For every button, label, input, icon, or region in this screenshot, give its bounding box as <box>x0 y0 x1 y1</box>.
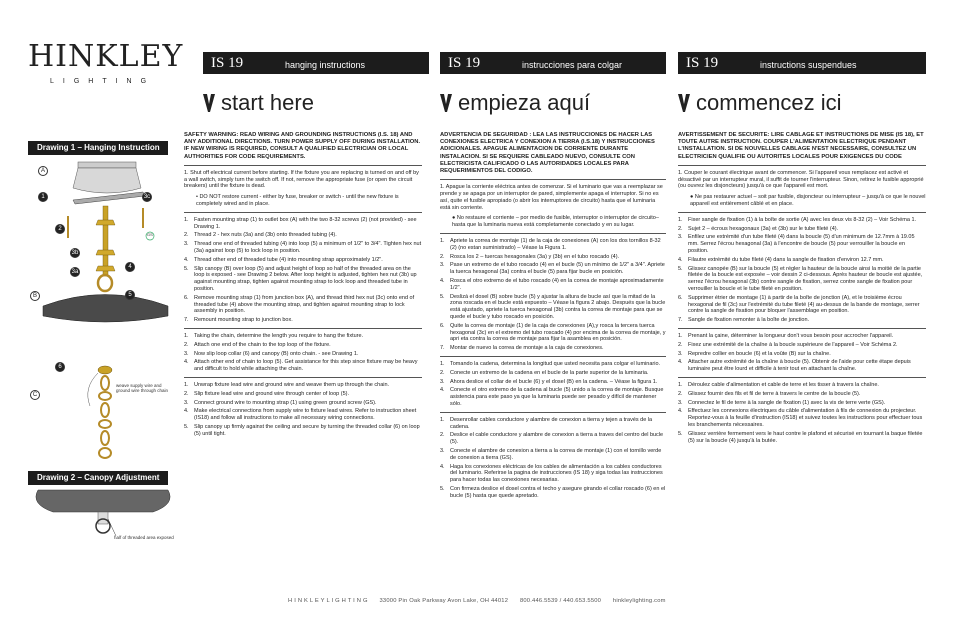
list-item <box>184 391 422 398</box>
step-text: Fixez une extrémité de la chaîne à la boucle supérieure de l'appareil – Voir Schéma 2. <box>688 341 898 348</box>
step-text: Attach other end of chain to loop (5). Get assistance for this step since fixture may be heavy and difficult to hold while attaching the chain. <box>194 359 418 373</box>
list-item <box>440 238 666 252</box>
step-number: 6. <box>678 294 683 301</box>
drawing-1-title: Drawing 1 – Hanging Instruction <box>28 141 168 155</box>
chain-steps <box>678 333 926 373</box>
step-number: 3. <box>678 234 683 241</box>
bullet-note: ● Ne pas restaurer actuel – soit par fusible, disjoncteur ou interrupteur – jusqu'à ce que le nouvel appareil est entièrement câblé et en place. <box>690 194 926 207</box>
list-item <box>440 486 666 500</box>
step-number: 4. <box>184 408 189 415</box>
step-text: Repredre collier en boucle (6) et la voûte (B) sur la chaîne. <box>688 350 831 357</box>
step-number: 3. <box>440 262 445 269</box>
step-number: 3. <box>440 378 445 385</box>
step-text: Montar de nuevo la correa de montaje a la caja de conexiones. <box>450 345 604 352</box>
step-number: 4. <box>440 463 445 470</box>
list-item <box>440 278 666 292</box>
step-text: Remove mounting strap (1) from junction box (A), and thread third hex nut (3c) onto end of threaded tube (4) above the mounting strap, and tighten against mounting strap to lock assembly in position. <box>194 294 415 315</box>
step-number: 1. <box>184 332 189 339</box>
step-power: 1. Couper le courant électrique avant de commencer. Si l'appareil vous remplacez est activé et désactivé par un interrupteur mural, il suffit de tourner l'interrupteur. Sinon, retirez le fusible approprié (ou ouvrez les disjoncteurs) jusqu'à ce que l'appareil est mort. <box>678 169 924 190</box>
step-text: Attacher autre extrémité de la chaîne à boucle (5). Obtenir de l'aide pour cette étape depuis luminaire peut être lourd et difficile à tenir tout en attachant la chaîne. <box>688 359 911 373</box>
list-item <box>678 342 926 349</box>
step-number: 1. <box>678 381 683 388</box>
step-text: Deslizá el dosel (B) sobre bucle (5) y ajustar la altura de bucle así que la mitad de la zona roscada en el bucle está expuesto – Véase la figura 2 abajo. Después que la bucle está ajustado, apriete la tuerca hexagonal (3b) contra la correa de montaje para que se quede el bucle y tubo roscado en posición. <box>450 293 666 320</box>
step-text: Apriete la correa de montaje (1) de la caja de conexiones (A) con los dos tornillos 8-32 (2) (no estan suministrado) – Véase la Figura 1. <box>450 238 661 251</box>
list-item <box>678 333 926 340</box>
step-number: 2. <box>184 341 189 348</box>
list-item <box>440 379 666 386</box>
canopy-note: half of threaded area exposed <box>114 535 174 540</box>
step-number: 2. <box>184 232 189 239</box>
footer-brand: H I N K L E Y L I G H T I N G <box>288 598 368 604</box>
list-item <box>440 417 666 431</box>
step-number: 4. <box>184 256 189 263</box>
callout-1: 1 <box>38 192 48 202</box>
step-power: 1. Apague la corriente eléctrica antes de comenzar. Si el luminario que vas a reemplazar se prende y se apaga por un interruptor de pared, simplemente apaga el interruptor. Si no es así, quite el fusible apropiado (o abrir los interruptores de circuito) hasta que el luminaria está sin corriente. <box>440 184 663 211</box>
step-number: 1. <box>678 216 683 223</box>
step-number: 3. <box>678 350 683 357</box>
step-text: Slip canopy up firmly against the ceiling and secure by turning the threaded collar (6) on loop (5) until tight. <box>194 423 420 437</box>
wire-steps <box>440 417 666 500</box>
chain-steps <box>440 361 666 408</box>
footer <box>288 598 676 604</box>
callout-A: A <box>38 166 48 176</box>
step-text: Enfilez une extrémité d'un tube fileté (4) dans la boucle (5) d'un minimum de 12.7mm à 19.05 mm. Serrez l'écrou hexagonal (3a) à l'encontre de boucle (5) pour verrouiller la boucle en position. <box>688 234 915 254</box>
callout-3c: 3c <box>143 194 151 200</box>
column-es <box>440 124 666 502</box>
list-item <box>440 254 666 261</box>
step-text: Filautre extrémité du tube fileté (4) dans la sangle de fixation d'environ 12.7 mm. <box>688 256 884 263</box>
list-item <box>678 295 926 315</box>
step-number: 1. <box>184 216 189 223</box>
wire-steps <box>678 382 926 444</box>
step-number: 4. <box>440 387 445 394</box>
list-item <box>184 266 422 293</box>
step-number: 1. <box>440 360 445 367</box>
list-item <box>678 382 926 389</box>
chevron-down-icon <box>678 94 690 112</box>
step-number: 4. <box>678 408 683 415</box>
step-text: Quite la correa de montaje (1) de la caja de conexiones (A),y rosca la tercera tuerca hexagonal (3c) en el extremo del tubo roscado (4) por encima de la correa de montaje, y apri eta contra la correa de montaje para fijar la asamblea en posición. <box>450 322 666 343</box>
step-number: 7. <box>678 317 683 324</box>
step-text: Thread 2 - hex nuts (3a) and (3b) onto threaded tubing (4). <box>194 232 337 239</box>
step-text: Glissez canopée (B) sur la boucle (5) et régler la hauteur de la boucle ainsi la moitié de la partie filetée de la boucle est exposée – voir dessin 2 ci-dessous. Après hauteur de boucle est ajustée, serrez l'écrou hexagonal (3b) contre sangle de fixation, serrez contre sangle de fixation pour verrouiller la boucle et le tube fileté en position. <box>688 265 923 292</box>
step-number: 7. <box>184 317 189 324</box>
heading-text: start here <box>221 90 314 115</box>
header-bar-fr <box>678 52 926 74</box>
step-text: Fixer sangle de fixation (1) à la boîte de sortie (A) avec les deux vis 8-32 (2) – Voir Schéma 1. <box>688 216 917 223</box>
step-number: 5. <box>440 485 445 492</box>
step-text: Ahora deslice el collar de el bucle (6) y el dosel (B) en la cadena. – Véase la figura 1. <box>450 378 658 385</box>
column-fr <box>678 124 926 446</box>
footer-address: 33000 Pin Oak Parkway Avon Lake, OH 44012 <box>379 598 509 604</box>
step-number: 5. <box>184 423 189 430</box>
step-number: 2. <box>678 225 683 232</box>
step-text: Con firmeza deslice el dosel contra el techo y asegure girando el collar roscado (6) en el bucle (5) hasta que quede apretado. <box>450 485 666 499</box>
step-number: 2. <box>678 341 683 348</box>
doc-code: IS 19 <box>448 54 481 71</box>
list-item <box>184 342 422 349</box>
list-item <box>440 387 666 407</box>
list-item <box>678 266 926 293</box>
callout-B: B <box>30 291 40 301</box>
step-text: Connect ground wire to mounting strap (1) using green ground screw (GS). <box>194 399 377 406</box>
list-item <box>440 370 666 377</box>
callout-C: C <box>30 390 40 400</box>
callout-6: 6 <box>55 362 65 372</box>
list-item <box>440 432 666 446</box>
heading-text: empieza aquí <box>458 90 591 115</box>
logo-wordmark: HINKLEY <box>28 39 184 74</box>
list-item <box>678 391 926 398</box>
list-item <box>440 323 666 343</box>
step-text: Attach one end of the chain to the top loop of the fixture. <box>194 341 331 348</box>
list-item <box>678 217 926 224</box>
list-item <box>440 361 666 368</box>
callout-5: 5 <box>125 290 135 300</box>
footer-phone: 800.446.5539 / 440.653.5500 <box>519 598 602 604</box>
step-text: Haga los conexiones eléctricas de los cables de alimentación a los cables conductores del luminario. Referirse la pagina de instrucciones (IS 18) y siga todas las instrucciones para hacer todas las conexiones necesarias. <box>450 463 663 484</box>
list-item <box>678 359 926 373</box>
heading-en <box>203 90 314 116</box>
header-title: hanging instructions <box>285 60 366 70</box>
step-number: 2. <box>440 253 445 260</box>
step-number: 3. <box>440 447 445 454</box>
step-number: 6. <box>440 322 445 329</box>
step-number: 3. <box>184 399 189 406</box>
list-item <box>184 232 422 239</box>
list-item <box>678 408 926 428</box>
step-number: 1. <box>678 332 683 339</box>
step-number: 4. <box>678 359 683 366</box>
step-text: Pase un extremo de el tubo roscado (4) en el bucle (5) un mínimo de 1/2" a 3/4". Apriete la tuerca hexagonal (3a) contra el bucle (5) para fijar bucle en posición. <box>450 262 665 276</box>
step-text: Connectez le fil de terre à la sangle de fixation (1) avec la vis de terre verte (GS). <box>688 399 886 406</box>
header-title: instructions suspendues <box>760 60 857 70</box>
steps-list <box>184 217 422 324</box>
step-number: 2. <box>184 390 189 397</box>
list-item <box>678 317 926 324</box>
step-text: Glissez verrière fermement vers le haut contre le plafond et sécurisé en tournant la baque filetée (5) sur la boucle (4) jusqu'à la butée. <box>688 430 923 444</box>
chain-steps <box>184 333 422 373</box>
doc-code: IS 19 <box>211 54 244 71</box>
list-item <box>184 217 422 231</box>
step-text: Rosca el otro extremo de el tubo roscado (4) en la correa de montaje aproximadamente 1/2". <box>450 277 664 291</box>
step-text: Déroulez cable d'alimentation et cable de terre et les tisser à travers la chaîne. <box>688 381 879 388</box>
list-item <box>184 400 422 407</box>
step-text: Sujet 2 – écrous hexagonaux (3a) et (3b) sur le tube fileté (4). <box>688 225 839 232</box>
step-text: Prenant la çaine, déterminer la longueur don't vous besoin pour accrocher l'appareil. <box>688 332 894 339</box>
step-text: Rosca los 2 – tuercas hexagonales (3a) y (3b) en el tubo roscado (4). <box>450 253 620 260</box>
step-text: Tomando la cadena, determina la longitud que usted necesita para colgar el luminario. <box>450 360 661 367</box>
wire-note: weave supply wire and ground wire through chain <box>116 383 169 393</box>
list-item <box>184 241 422 255</box>
chevron-down-icon <box>203 94 215 112</box>
wire-steps <box>184 382 422 438</box>
list-item <box>184 333 422 340</box>
safety-warning: SAFETY WARNING: READ WIRING AND GROUNDING INSTRUCTIONS (I.S. 18) AND ANY ADDITIONAL DIRECTIONS. TURN POWER SUPPLY OFF DURING INSTALLATION. IF NEW WIRING IS REQUIRED, CONSULT A QUALIFIED ELECTRICIAN OR LOCAL AUTHORITIES FOR CODE REQUIREMENTS. <box>184 132 421 160</box>
step-text: Taking the chain, determine the length you require to hang the fixture. <box>194 332 364 339</box>
list-item <box>440 294 666 321</box>
step-text: Slip fixture lead wire and ground wire through center of loop (5). <box>194 390 350 397</box>
step-number: 3. <box>184 241 189 248</box>
steps-list <box>678 217 926 324</box>
step-text: Slip canopy (B) over loop (5) and adjust height of loop so half of the threaded area on the loop is exposed - see Drawing 2 below. After loop height is adjusted, tighten hex nut (3b) up against mounting strap, tighten against mounting strap to lock loop and threaded tube in position. <box>194 265 417 292</box>
list-item <box>678 431 926 445</box>
step-number: 7. <box>440 345 445 352</box>
list-item <box>184 351 422 358</box>
step-text: Remount mounting strap to junction box. <box>194 317 293 324</box>
step-number: 2. <box>440 369 445 376</box>
list-item <box>440 464 666 484</box>
step-text: Conecte un extremo de la cadena en el bucle de la parte superior de la luminaria. <box>450 369 649 376</box>
step-text: Now slip loop collar (6) and canopy (B) onto chain. - see Drawing 1. <box>194 350 359 357</box>
step-text: Sangle de fixation remonter à la boîte de jonction. <box>688 317 810 324</box>
list-item <box>678 351 926 358</box>
callout-GS: GS <box>147 232 153 237</box>
step-number: 2. <box>440 432 445 439</box>
callout-2: 2 <box>55 224 65 234</box>
step-text: Fasten mounting strap (1) to outlet box (A) with the two 8-32 screws (2) (not provided) - see Drawing 1. <box>194 216 417 230</box>
step-text: Deslice el cable conductore y alambre de conexion a tierra a traves del centro del bucle (5). <box>450 432 664 446</box>
heading-es <box>440 90 590 116</box>
bullet-note: • DO NOT restore current - either by fuse, breaker or switch - until the new fixture is completely wired and in place. <box>196 194 399 207</box>
logo-subtitle: LIGHTING <box>50 78 156 85</box>
step-number: 5. <box>184 265 189 272</box>
step-text: Glissez fournir des fils et fil de terre à travers le centre de la boucle (5). <box>688 390 861 397</box>
list-item <box>184 424 422 438</box>
step-number: 5. <box>440 293 445 300</box>
steps-list <box>440 238 666 352</box>
step-number: 3. <box>184 350 189 357</box>
step-text: Supprimer étrier de montage (1) à partir de la boîte de jonction (A), et le troisième écrou hexagonal de fil (3c) sur l'extrémité du tube fileté (4) au-dessus de la bande de montage, serrer contre la sangle de fixation pour bloquer l'assemblage en position. <box>688 294 920 315</box>
callout-4: 4 <box>125 262 135 272</box>
list-item <box>440 448 666 462</box>
callout-3a: 3a <box>71 269 79 275</box>
list-item <box>184 359 422 373</box>
list-item <box>678 226 926 233</box>
heading-text: commencez ici <box>696 90 842 115</box>
step-number: 2. <box>678 390 683 397</box>
doc-code: IS 19 <box>686 54 719 71</box>
step-power: 1. Shut off electrical current before starting. If the fixture you are replacing is turned on and off by a wall switch, simply turn the switch off. If not, remove the appropriate fuse (or open the circuit breakers) until the fixture is dead. <box>184 169 419 190</box>
list-item <box>184 317 422 324</box>
header-bar-es <box>440 52 666 74</box>
list-item <box>678 257 926 264</box>
brand-logo <box>28 39 184 85</box>
chevron-down-icon <box>440 94 452 112</box>
step-number: 5. <box>678 265 683 272</box>
canopy-diagram <box>28 486 178 566</box>
drawing-2-title: Drawing 2 – Canopy Adjustment <box>28 471 168 485</box>
header-bar-en <box>203 52 429 74</box>
list-item <box>184 295 422 315</box>
hanging-diagram <box>28 158 178 463</box>
step-text: Effectuez les connexions électriques du câble d'alimentation à fils de connexion du projecteur. Reportez-vous à la feuille d'instruction (IS18) et suivez toutes les instructions pour effectuer tous les branchements nécessaires. <box>688 408 923 428</box>
list-item <box>440 345 666 352</box>
step-number: 1. <box>440 238 445 244</box>
heading-fr <box>678 90 841 116</box>
step-number: 3. <box>678 399 683 406</box>
list-item <box>678 234 926 254</box>
safety-warning: ADVERTENCIA DE SEGURIDAD : LEA LAS INSTRUCCIONES DE HACER LAS CONEXIONES ELECTRICA Y CONEXION A TIERRA (I.S.18) Y INSTRUCCIONES ADICIONALES. APAGUE ALIMENTACION DE CORRIENTE DURANTE INSTALACION. SI SE REQUIERE CABLEADO NUEVO, CONSULTE CON ELECTRICISTA CALIFICADO O LAS AUTORIDADES LOCALES PARA REQUERIMIENTOS DEL CODIGO. <box>440 132 655 175</box>
step-number: 4. <box>184 359 189 366</box>
step-number: 5. <box>678 430 683 437</box>
safety-warning: AVERTISSEMENT DE SECURITE: LIRE CABLAGE ET INSTRUCTIONS DE MISE (IS 18), ET TOUTE AUTRE INSTRUCTION. COUPER L'ALIMENTATION ELECTRIQUE PENDANT L'INSTALLATION. SI DE NOUVELLES CABLAGE N'EST NECESSAIRE, CONSULTEZ UN ELECTRICIEN QUALIFIE OU AUTORITES LOCALES POUR EXIGENCES DU CODE <box>678 132 924 160</box>
step-text: Unwrap fixture lead wire and ground wire and weave them up through the chain. <box>194 381 390 388</box>
footer-website[interactable]: hinkleylighting.com <box>612 598 666 604</box>
step-number: 4. <box>678 256 683 263</box>
step-text: Thread other end of threaded tube (4) into mounting strap approximately 1/2". <box>194 256 383 263</box>
list-item <box>184 408 422 422</box>
step-text: Conecte el otro extremo de la cadena al bucle (5) unido a la correa de montaje. Busque asistencia para este paso ya que la luminaria puede ser pesado y difícil de mantener sólo. <box>450 387 664 407</box>
step-text: Make electrical connections from supply wire to fixture lead wires. Refer to instruction sheet (IS18) and follow all instructions to make all necessary wiring connections. <box>194 408 417 422</box>
column-en <box>184 124 422 440</box>
step-number: 4. <box>440 277 445 284</box>
step-text: Thread one end of threaded tubing (4) into loop (5) a minimum of 1/2" to 3/4". Tighten hex nut (3a) against loop (5) to lock loop in position. <box>194 241 422 254</box>
list-item <box>184 257 422 264</box>
callout-3b: 3b <box>71 250 79 256</box>
bullet-note: ● No restaure el corriente – por medio de fusible, interruptor o interruptor de circuito– hasta que la luminaria nueva está completamente conectado y en su lugar. <box>452 215 659 229</box>
step-text: Conecte el alambre de conexion a tierra a la correa de montaje (1) con el tornillo verde de conexion a tierra (GS). <box>450 447 662 461</box>
step-text: Desenrollar cables conductore y alambre de conexion a tierra y tejen a través de la cadena. <box>450 416 653 430</box>
list-item <box>440 262 666 276</box>
step-number: 1. <box>440 416 445 423</box>
list-item <box>678 400 926 407</box>
list-item <box>184 382 422 389</box>
header-title: instrucciones para colgar <box>522 60 623 70</box>
step-number: 1. <box>184 381 189 388</box>
step-number: 6. <box>184 294 189 301</box>
